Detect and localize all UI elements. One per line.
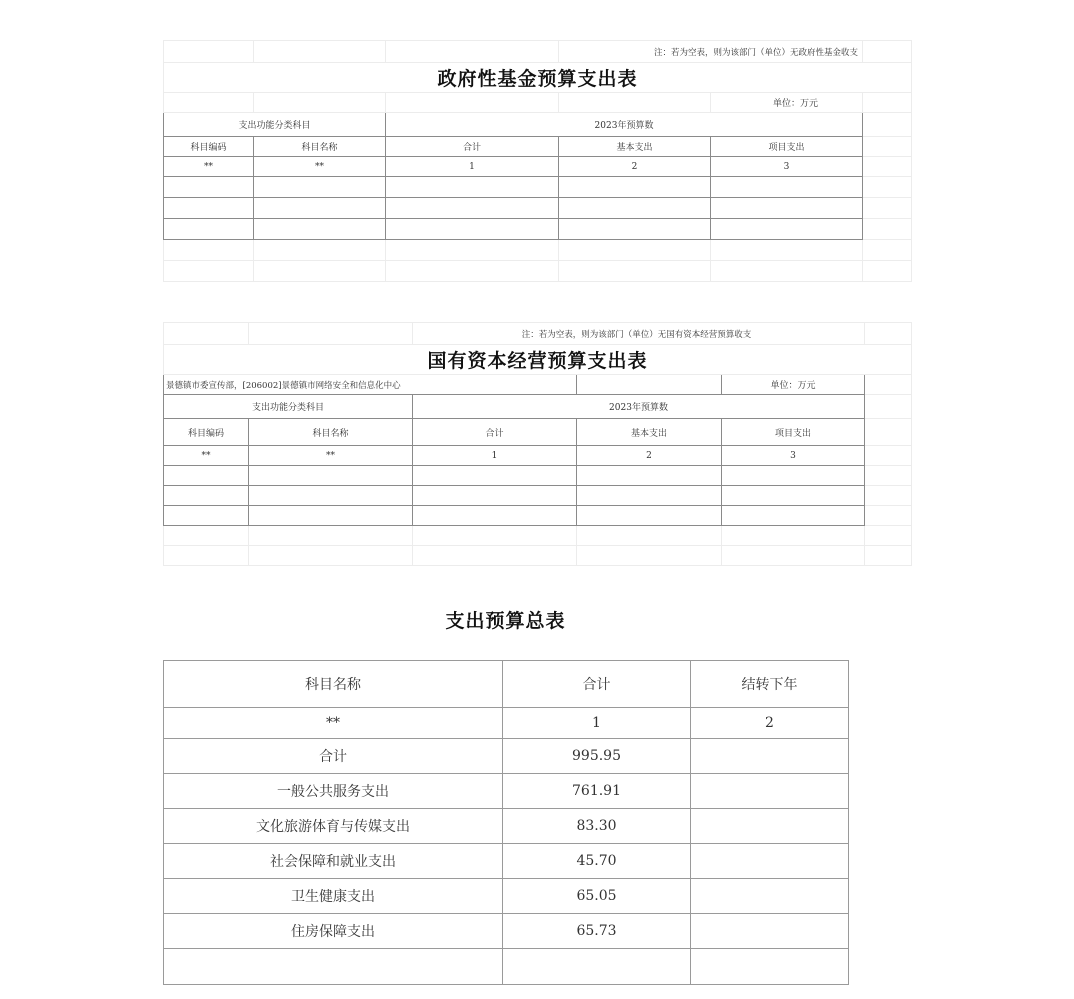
index-code: ** (164, 446, 249, 466)
col-header-basic: 基本支出 (559, 137, 711, 157)
table-row (164, 466, 912, 486)
header-budget-year: 2023年预算数 (386, 113, 863, 137)
index-code: ** (164, 157, 254, 177)
row-total: 995.95 (503, 739, 691, 774)
state-capital-budget-table (163, 322, 912, 566)
row-name: 一般公共服务支出 (164, 774, 503, 809)
index-total: 1 (413, 446, 577, 466)
row-total: 83.30 (503, 809, 691, 844)
header-function-class: 支出功能分类科目 (164, 113, 386, 137)
col-header-code: 科目编码 (164, 419, 249, 446)
table-title: 国有资本经营预算支出表 (164, 345, 912, 375)
col-header-name: 科目名称 (249, 419, 413, 446)
index-total: 1 (503, 708, 691, 739)
row-carry-over (691, 914, 849, 949)
row-carry-over (691, 774, 849, 809)
col-header-carry-over: 结转下年 (691, 661, 849, 708)
col-header-total: 合计 (386, 137, 559, 157)
table-title: 政府性基金预算支出表 (164, 63, 912, 93)
col-header-name: 科目名称 (164, 661, 503, 708)
blank-row (164, 526, 912, 546)
index-name: ** (254, 157, 386, 177)
row-total: 65.05 (503, 879, 691, 914)
table-row (164, 774, 849, 809)
index-basic: 2 (577, 446, 722, 466)
header-budget-year: 2023年预算数 (413, 395, 865, 419)
blank-row (164, 240, 912, 261)
row-name: 社会保障和就业支出 (164, 844, 503, 879)
row-total: 65.73 (503, 914, 691, 949)
index-basic: 2 (559, 157, 711, 177)
row-carry-over (691, 879, 849, 914)
empty-table-note: 注：若为空表，则为该部门（单位）无政府性基金收支 (559, 41, 863, 63)
row-name: 文化旅游体育与传媒支出 (164, 809, 503, 844)
table-row (164, 914, 849, 949)
empty-table-note: 注：若为空表，则为该部门（单位）无国有资本经营预算收支 (413, 323, 865, 345)
col-header-total: 合计 (503, 661, 691, 708)
index-project: 3 (711, 157, 863, 177)
col-header-basic: 基本支出 (577, 419, 722, 446)
blank-row (164, 261, 912, 282)
index-name: ** (249, 446, 413, 466)
table-row (164, 219, 912, 240)
table-row (164, 844, 849, 879)
table-row (164, 879, 849, 914)
row-name: 合计 (164, 739, 503, 774)
col-header-total: 合计 (413, 419, 577, 446)
table-row (164, 739, 849, 774)
blank-row (164, 546, 912, 566)
row-name: 卫生健康支出 (164, 879, 503, 914)
index-carry-over: 2 (691, 708, 849, 739)
row-name: 住房保障支出 (164, 914, 503, 949)
header-function-class: 支出功能分类科目 (164, 395, 413, 419)
index-project: 3 (722, 446, 865, 466)
table-row (164, 486, 912, 506)
col-header-project: 项目支出 (711, 137, 863, 157)
table-row (164, 809, 849, 844)
table-row (164, 506, 912, 526)
index-total: 1 (386, 157, 559, 177)
expenditure-summary-table (163, 660, 849, 985)
unit-label: 单位：万元 (722, 375, 865, 395)
table-row (164, 177, 912, 198)
col-header-code: 科目编码 (164, 137, 254, 157)
col-header-project: 项目支出 (722, 419, 865, 446)
unit-label: 单位：万元 (711, 93, 863, 113)
department-name: 景德镇市委宣传部，[206002]景德镇市网络安全和信息化中心 (164, 375, 577, 395)
blank-row (164, 949, 849, 985)
col-header-name: 科目名称 (254, 137, 386, 157)
row-carry-over (691, 809, 849, 844)
row-total: 761.91 (503, 774, 691, 809)
row-carry-over (691, 739, 849, 774)
table-row (164, 198, 912, 219)
row-total: 45.70 (503, 844, 691, 879)
summary-title: 支出预算总表 (445, 610, 566, 632)
gov-fund-budget-table (163, 40, 912, 282)
index-name: ** (164, 708, 503, 739)
row-carry-over (691, 844, 849, 879)
